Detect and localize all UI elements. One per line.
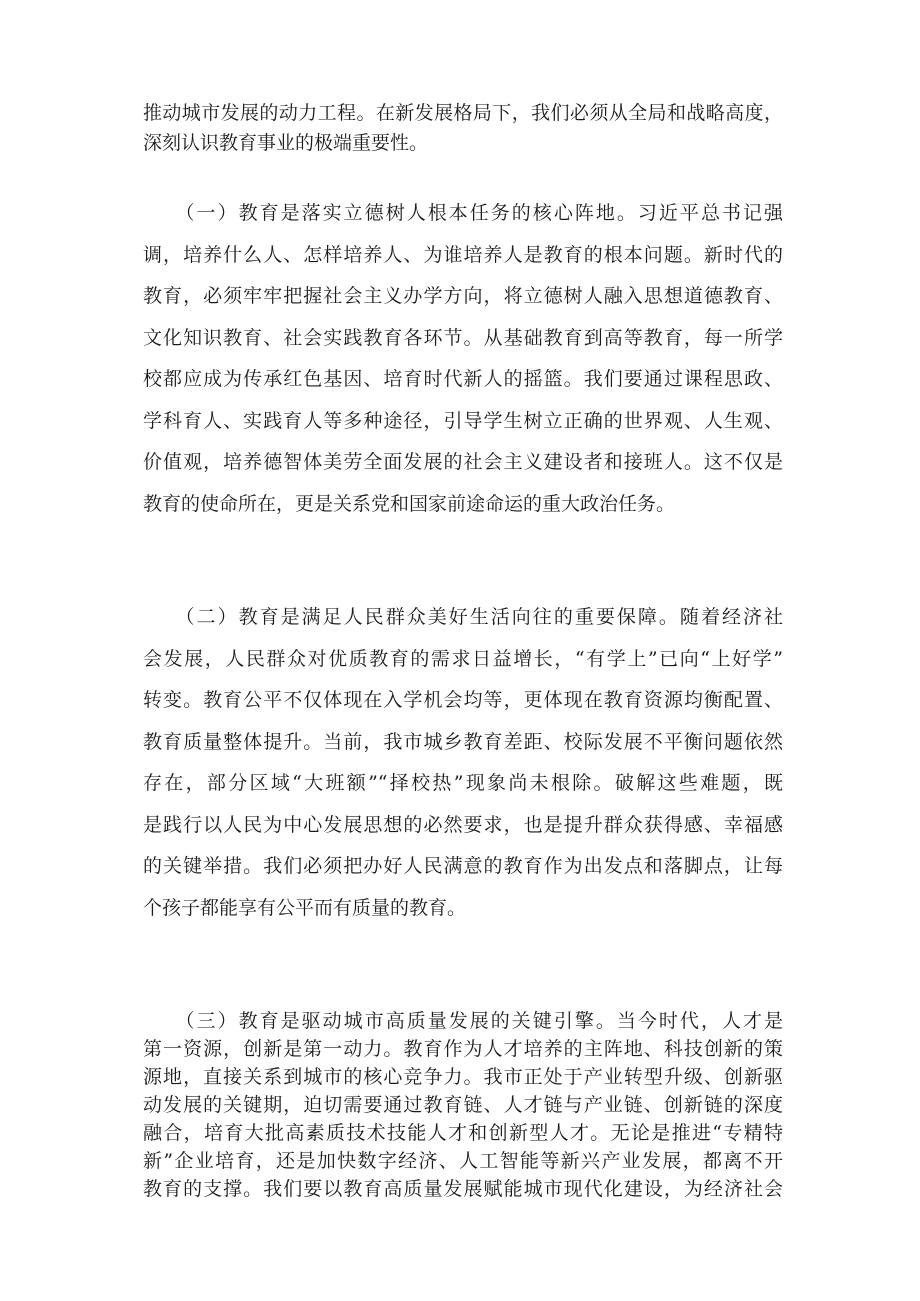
text-line: 源地，直接关系到城市的核心竞争力。我市正处于产业转型升级、创新驱 xyxy=(143,1066,783,1088)
text-line: 推动城市发展的动力工程。在新发展格局下，我们必须从全局和战略高度， xyxy=(143,102,783,124)
text-line: 学科育人、实践育人等多种途径，引导学生树立正确的世界观、人生观、 xyxy=(143,409,783,432)
paragraph-section-2 xyxy=(143,597,783,929)
text-line: 新”企业培育，还是加快数字经济、人工智能等新兴产业发展，都离不开 xyxy=(143,1150,783,1172)
text-line: 调，培养什么人、怎样培养人、为谁培养人是教育的根本问题。新时代的 xyxy=(143,243,783,266)
text-line: 价值观，培养德智体美劳全面发展的社会主义建设者和接班人。这不仅是 xyxy=(143,451,783,473)
text-line: （二）教育是满足人民群众美好生活向往的重要保障。随着经济社 xyxy=(143,606,783,628)
paragraph-intro-continuation xyxy=(143,98,783,158)
text-line: 教育的支撑。我们要以教育高质量发展赋能城市现代化建设，为经济社会 xyxy=(143,1178,783,1200)
text-line: 是践行以人民为中心发展思想的必然要求，也是提升群众获得感、幸福感 xyxy=(143,813,783,836)
text-line: 动发展的关键期，迫切需要通过教育链、人才链与产业链、创新链的深度 xyxy=(143,1094,783,1116)
text-line: 融合，培育大批高素质技术技能人才和创新型人才。无论是推进“专精特 xyxy=(143,1122,783,1144)
text-line: 教育，必须牢牢把握社会主义办学方向，将立德树人融入思想道德教育、 xyxy=(143,285,783,307)
text-line: 会发展，人民群众对优质教育的需求日益增长，“有学上”已向“上好学” xyxy=(143,647,783,670)
text-line: 教育的使命所在，更是关系党和国家前途命运的重大政治任务。 xyxy=(143,492,676,515)
text-line: 深刻认识教育事业的极端重要性。 xyxy=(143,132,429,154)
text-line: 存在，部分区域“大班额”“择校热”现象尚未根除。破解这些难题，既 xyxy=(143,772,783,794)
text-line: 校都应成为传承红色基因、培育时代新人的摇篮。我们要通过课程思政、 xyxy=(143,368,783,390)
text-line: 教育质量整体提升。当前，我市城乡教育差距、校际发展不平衡问题依然 xyxy=(143,730,783,753)
text-line: （一）教育是落实立德树人根本任务的核心阵地。习近平总书记强 xyxy=(143,202,783,224)
text-line: 文化知识教育、社会实践教育各环节。从基础教育到高等教育，每一所学 xyxy=(143,326,783,349)
paragraph-section-1 xyxy=(143,193,783,525)
text-line: 第一资源，创新是第一动力。教育作为人才培养的主阵地、科技创新的策 xyxy=(143,1038,783,1060)
text-line: 的关键举措。我们必须把办好人民满意的教育作为出发点和落脚点，让每 xyxy=(143,855,783,877)
text-line: 转变。教育公平不仅体现在入学机会均等，更体现在教育资源均衡配置、 xyxy=(143,689,783,711)
text-line: （三）教育是驱动城市高质量发展的关键引擎。当今时代，人才是 xyxy=(143,1010,783,1032)
paragraph-section-3 xyxy=(143,1007,783,1203)
text-line: 个孩子都能享有公平而有质量的教育。 xyxy=(143,896,467,919)
